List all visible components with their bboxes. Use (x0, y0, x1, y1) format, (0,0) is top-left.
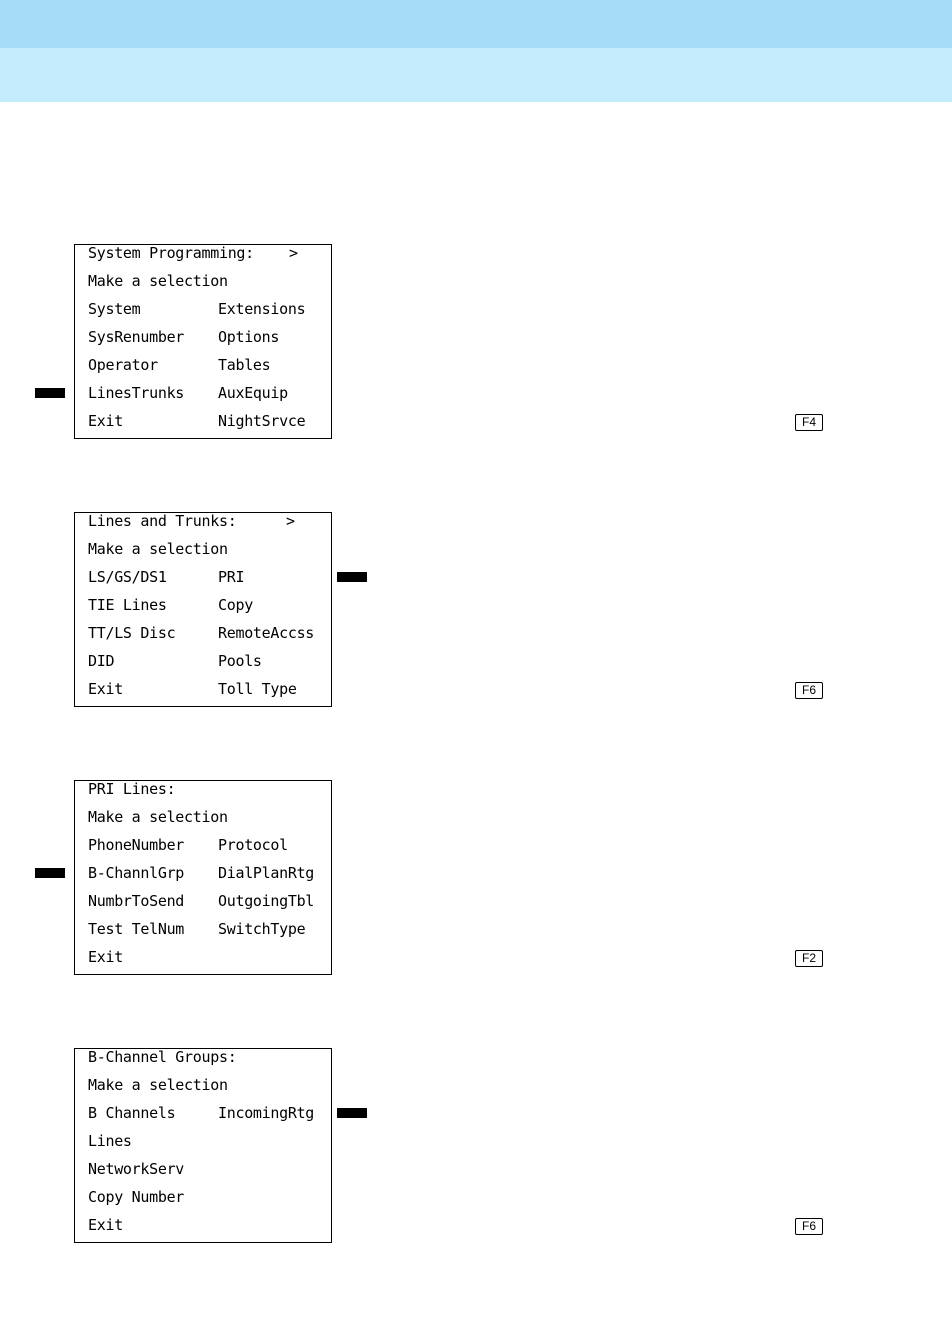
menu-option-extensions[interactable]: Extensions (218, 300, 306, 318)
screen-title: Lines and Trunks: (88, 512, 237, 530)
menu-row (88, 680, 325, 708)
menu-option-incomingrtg[interactable]: IncomingRtg (218, 1104, 315, 1122)
screen-title: PRI Lines: (88, 780, 176, 798)
display-screen-b-channel-groups (74, 1048, 332, 1243)
display-screen-pri-lines (74, 780, 332, 975)
menu-option-system[interactable]: System (88, 300, 141, 318)
menu-option-test-telnum[interactable]: Test TelNum (88, 920, 185, 938)
screen-title: System Programming: (88, 244, 254, 262)
menu-option-linestrunks[interactable]: LinesTrunks (88, 384, 185, 402)
menu-option-exit[interactable]: Exit (88, 412, 123, 430)
screen-title-row (88, 512, 325, 540)
menu-row (88, 356, 325, 384)
screen-subtitle-row (88, 1076, 325, 1104)
menu-row (88, 1104, 325, 1132)
display-screen-system-programming (74, 244, 332, 439)
menu-option-did[interactable]: DID (88, 652, 115, 670)
display-screen-lines-and-trunks (74, 512, 332, 707)
menu-option-b-channlgrp[interactable]: B-ChannlGrp (88, 864, 185, 882)
menu-row (88, 892, 325, 920)
screen-subtitle: Make a selection (88, 540, 228, 558)
menu-row (88, 624, 325, 652)
menu-option-tables[interactable]: Tables (218, 356, 271, 374)
menu-option-nightsrvce[interactable]: NightSrvce (218, 412, 306, 430)
menu-option-exit[interactable]: Exit (88, 680, 123, 698)
menu-option-switchtype[interactable]: SwitchType (218, 920, 306, 938)
menu-option-numbrtosend[interactable]: NumbrToSend (88, 892, 185, 910)
header-band-bottom (0, 48, 952, 102)
menu-option-remoteaccss[interactable]: RemoteAccss (218, 624, 315, 642)
function-key-button[interactable]: F6 (795, 1218, 823, 1235)
menu-option-exit[interactable]: Exit (88, 1216, 123, 1234)
selection-marker-right (337, 1108, 367, 1118)
selection-marker-left (35, 868, 65, 878)
header-band-top (0, 0, 952, 48)
menu-option-protocol[interactable]: Protocol (218, 836, 288, 854)
menu-row (88, 652, 325, 680)
selection-marker-right (337, 572, 367, 582)
screen-title-row (88, 1048, 325, 1076)
menu-option-tt-ls-disc[interactable]: TT/LS Disc (88, 624, 176, 642)
menu-option-ls-gs-ds1[interactable]: LS/GS/DS1 (88, 568, 167, 586)
menu-row (88, 1132, 325, 1160)
menu-row (88, 1216, 325, 1244)
menu-option-sysrenumber[interactable]: SysRenumber (88, 328, 185, 346)
screen-title-row (88, 244, 325, 272)
screen-title: B-Channel Groups: (88, 1048, 237, 1066)
function-key-button[interactable]: F6 (795, 682, 823, 699)
function-key-button[interactable]: F4 (795, 414, 823, 431)
menu-row (88, 596, 325, 624)
screen-subtitle: Make a selection (88, 808, 228, 826)
menu-option-networkserv[interactable]: NetworkServ (88, 1160, 185, 1178)
menu-row (88, 864, 325, 892)
menu-option-pools[interactable]: Pools (218, 652, 262, 670)
screen-subtitle-row (88, 272, 325, 300)
menu-option-toll-type[interactable]: Toll Type (218, 680, 297, 698)
menu-option-operator[interactable]: Operator (88, 356, 158, 374)
menu-option-lines[interactable]: Lines (88, 1132, 132, 1150)
menu-row (88, 948, 325, 976)
screen-subtitle-row (88, 808, 325, 836)
menu-option-dialplanrtg[interactable]: DialPlanRtg (218, 864, 315, 882)
menu-option-tie-lines[interactable]: TIE Lines (88, 596, 167, 614)
screen-subtitle-row (88, 540, 325, 568)
screen-subtitle: Make a selection (88, 1076, 228, 1094)
menu-row (88, 328, 325, 356)
more-arrow: > (289, 244, 298, 262)
menu-option-exit[interactable]: Exit (88, 948, 123, 966)
menu-option-copy-number[interactable]: Copy Number (88, 1188, 185, 1206)
selection-marker-left (35, 388, 65, 398)
menu-option-b-channels[interactable]: B Channels (88, 1104, 176, 1122)
menu-option-copy[interactable]: Copy (218, 596, 253, 614)
more-arrow: > (286, 512, 295, 530)
menu-row (88, 1188, 325, 1216)
screen-title-row (88, 780, 325, 808)
menu-option-pri[interactable]: PRI (218, 568, 245, 586)
menu-row (88, 1160, 325, 1188)
menu-row (88, 412, 325, 440)
menu-row (88, 836, 325, 864)
menu-row (88, 384, 325, 412)
menu-option-phonenumber[interactable]: PhoneNumber (88, 836, 185, 854)
menu-option-options[interactable]: Options (218, 328, 280, 346)
menu-row (88, 568, 325, 596)
menu-row (88, 300, 325, 328)
function-key-button[interactable]: F2 (795, 950, 823, 967)
screen-subtitle: Make a selection (88, 272, 228, 290)
menu-option-auxequip[interactable]: AuxEquip (218, 384, 288, 402)
menu-option-outgoingtbl[interactable]: OutgoingTbl (218, 892, 315, 910)
menu-row (88, 920, 325, 948)
